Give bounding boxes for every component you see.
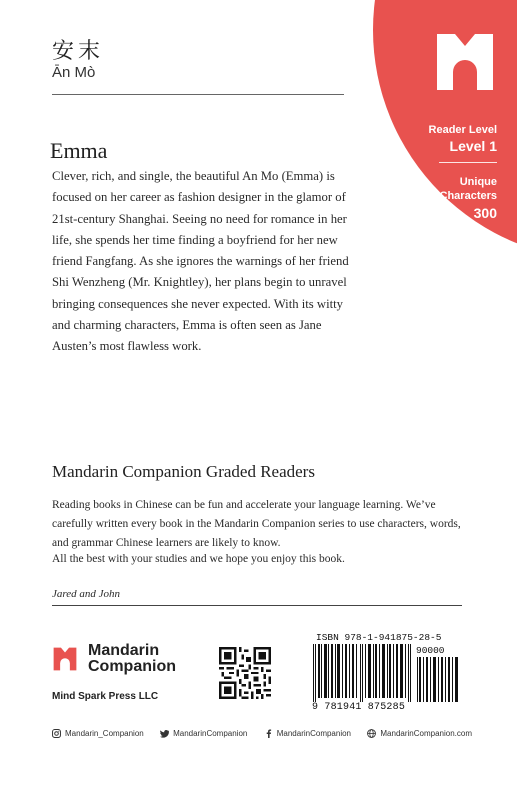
qr-code-icon [219, 647, 271, 699]
book-title: Emma [50, 138, 108, 163]
social-instagram[interactable] [52, 729, 144, 738]
ean-number: 9 781941 875285 [312, 702, 406, 713]
brand-name-line1: Mandarin [88, 642, 160, 659]
instagram-icon [52, 729, 61, 738]
signature: Jared and John [52, 588, 121, 600]
series-title: Mandarin Companion Graded Readers [52, 462, 315, 481]
brand-name [88, 643, 176, 675]
series-description: Reading books in Chinese can be fun and accelerate your language learning. We’ve carefully written every book in the Mandarin Companion series to use characters, words, and grammar Chinese learners are likely to know. [52, 499, 461, 549]
brand-name-line2: Companion [88, 658, 176, 675]
unique-characters-label [440, 175, 497, 203]
badge-divider [439, 162, 497, 163]
social-label: MandarinCompanion [276, 729, 351, 738]
level-badge [373, 0, 517, 270]
mandarin-companion-logo-icon [52, 645, 78, 673]
facebook-icon [264, 729, 273, 738]
footer-divider [52, 605, 462, 606]
addon-barcode-bars [416, 657, 460, 702]
reader-level-value: Level 1 [449, 138, 497, 154]
social-links [52, 729, 472, 738]
isbn-barcode [312, 632, 462, 716]
barcode-addon-text: 90000 [416, 645, 445, 656]
publisher-name: Mind Spark Press LLC [52, 691, 159, 702]
twitter-icon [160, 729, 169, 738]
social-website[interactable] [367, 729, 472, 738]
social-facebook[interactable] [264, 729, 351, 738]
unique-label-line1: Unique [459, 176, 497, 188]
social-label: MandarinCompanion [173, 729, 248, 738]
mandarin-companion-logo-icon [433, 30, 497, 94]
isbn-text: ISBN 978-1-941875-28-5 [316, 632, 442, 643]
social-label: MandarinCompanion.com [380, 729, 472, 738]
pinyin-title: Ān Mò [52, 64, 96, 81]
unique-label-line2: Characters [439, 190, 497, 202]
reader-level-label: Reader Level [428, 124, 497, 136]
series-closing: All the best with your studies and we hope you enjoy this book. [52, 553, 345, 565]
social-twitter[interactable] [160, 729, 247, 738]
social-label: Mandarin_Companion [65, 729, 144, 738]
book-blurb: Clever, rich, and single, the beautiful An Mo (Emma) is focused on her career as fashion designer in the glamor of 21st-century Shanghai. Seeing no need for romance in her life, she spends her time finding a boyfriend for her new friend Fangfang. As she ignores the warnings of her friend Shi Wenzheng (Mr. Knightley), her plans begin to unravel bringing consequences she never expected. With its witty and charming characters, Emma is often seen as Jane Austen’s most flawless work. [52, 169, 349, 354]
header-divider [52, 94, 344, 95]
unique-characters-value: 300 [473, 205, 497, 221]
barcode-bars [312, 644, 412, 702]
globe-icon [367, 729, 376, 738]
chinese-title: 安末 [52, 39, 105, 64]
